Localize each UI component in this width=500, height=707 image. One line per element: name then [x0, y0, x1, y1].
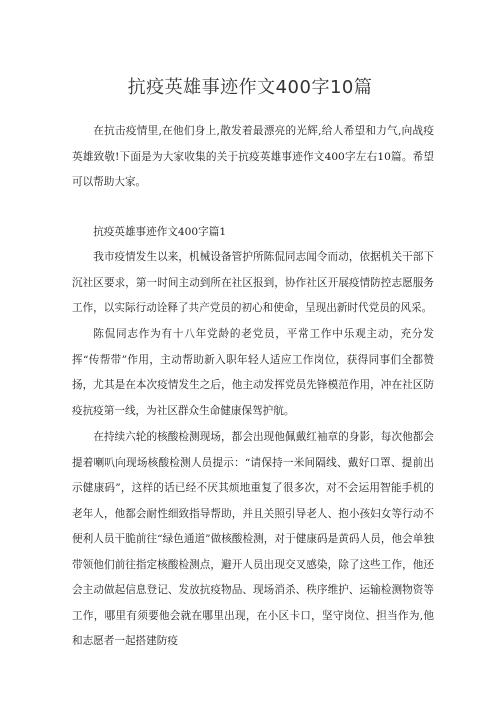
document-title: 抗疫英雄事迹作文400字10篇 [127, 77, 373, 98]
intro-paragraph: 在抗击疫情里,在他们身上,散发着最漂亮的光辉,给人希望和力气,向战疫英雄致敬!下面是为大家收集的关于抗疫英雄事迹作文400字左右10篇。希望可以帮助大家。 [72, 125, 434, 188]
body-paragraph-2: 陈侃同志作为有十八年党龄的老党员，平常工作中乐观主动，充分发挥“传帮带”作用，主动帮助新入职年轻人适应工作岗位，获得同事们全都赞扬，尤其是在本次疫情发生之后，他主动发挥党员先锋模范作用，冲在社区防疫抗疫第一线，为社区群众生命健康保驾护航。 [72, 328, 434, 417]
body-paragraph-3: 在持续六轮的核酸检测现场，都会出现他佩戴红袖章的身影，每次他都会提着喇叭向现场核酸检测人员提示：“请保持一米间隔线、戴好口罩、提前出示健康码”，这样的话已经不厌其烦地重复了很多次，对不会运用智能手机的老年人，他都会耐性细致指导帮助，并且关照引导老人、抱小孩妇女等行动不便利人员干脆前往“绿色通道”做核酸检测，对于健康码是黄码人员，他会单独带领他们前往指定核酸检测点，避开人员出现交叉感染，除了这些工作，他还会主动做起信息登记、发放抗疫物品、现场消杀、秩序维护、运输检测物资等工作，哪里有须要他会就在哪里出现，在小区卡口，坚守岗位、担当作为,他和志愿者一起搭建防疫 [72, 431, 434, 647]
body-paragraph-1: 我市疫情发生以来，机械设备管护所陈侃同志闻令而动，依据机关干部下沉社区要求，第一时间主动到所在社区报到，协作社区开展疫情防控志愿服务工作，以实际行动诠释了共产党员的初心和使命，呈现出新时代党员的风采。 [72, 251, 434, 314]
section-title: 抗疫英雄事迹作文400字篇1 [93, 226, 227, 238]
